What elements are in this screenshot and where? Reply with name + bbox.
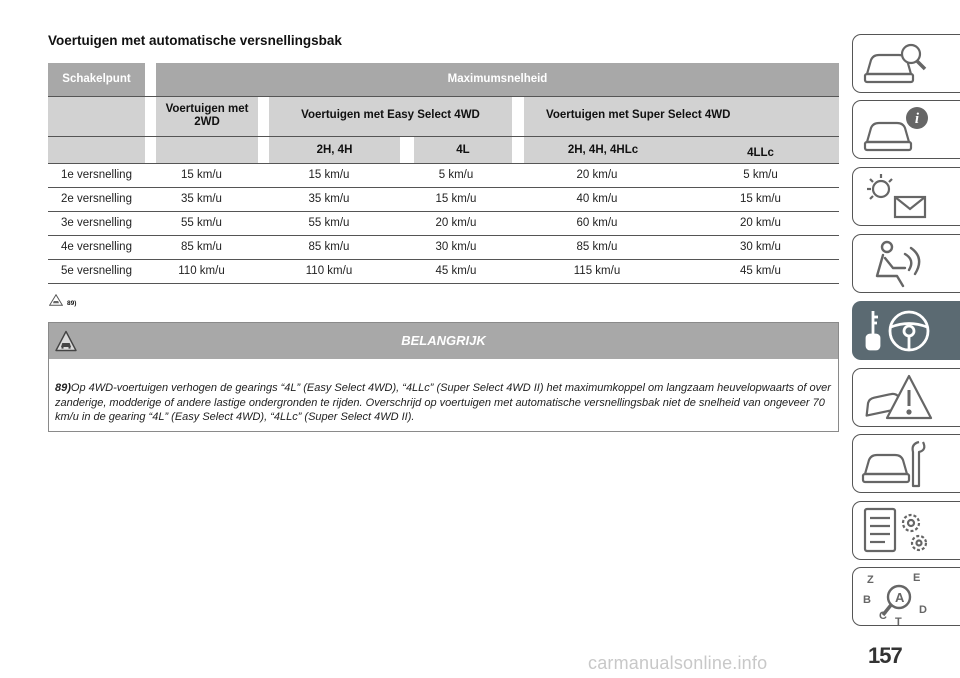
speed-cell: 55 km/u: [258, 211, 400, 235]
page-number: 157: [868, 643, 902, 668]
table-row: [48, 259, 839, 283]
svg-text:D: D: [919, 604, 927, 616]
speed-cell: 15 km/u: [400, 187, 512, 211]
speed-cell: 115 km/u: [512, 259, 682, 283]
nav-tab-key-steering[interactable]: [852, 301, 960, 360]
notice-text: Op 4WD-voertuigen verhogen de gearings “4L” (Easy Select 4WD), “4LLc” (Super Select 4WD II) het maximumkoppel om langzaam heuvelopwaarts of over zanderige, modderige of andere lastige ondergronden te rijden. Overschrijd op voertuigen met automatische versnellingsbak niet de snelheid van ongeveer 70 km/u in de gearing “4L” (Easy Select 4WD), “4LLc” (Super Select 4WD II).: [55, 382, 831, 423]
nav-tab-seat-airbag[interactable]: [852, 234, 960, 293]
watermark: carmanualsonline.info: [588, 653, 768, 673]
car-search-icon: [861, 38, 933, 90]
svg-text:C: C: [879, 610, 887, 622]
header-shift-point: Schakelpunt: [48, 63, 145, 96]
nav-tab-car-info[interactable]: [852, 100, 960, 159]
nav-tab-car-service[interactable]: [852, 434, 960, 493]
notice-header: [49, 323, 838, 359]
nav-tab-car-hazard[interactable]: [852, 368, 960, 427]
speed-cell: 15 km/u: [145, 163, 258, 187]
car-warning-icon: [49, 294, 63, 306]
table-row: [48, 211, 839, 235]
speed-cell: 45 km/u: [682, 259, 839, 283]
svg-text:B: B: [863, 594, 871, 606]
gear-cell: 5e versnelling: [48, 259, 145, 283]
warning-lights-icon: [861, 171, 933, 223]
seat-airbag-icon: [861, 238, 933, 290]
header-easy-select: Voertuigen met Easy Select 4WD: [269, 96, 512, 136]
car-info-icon: [861, 104, 933, 156]
table-row: [48, 235, 839, 259]
speed-cell: 30 km/u: [682, 235, 839, 259]
table-row: [48, 163, 839, 187]
speed-cell: 40 km/u: [512, 187, 682, 211]
header-super-2h4h4hlc: 2H, 4H, 4HLc: [524, 136, 682, 163]
speed-table: [48, 63, 839, 284]
important-notice: [48, 322, 839, 432]
table-row: [48, 187, 839, 211]
speed-cell: 20 km/u: [512, 163, 682, 187]
nav-tab-car-search[interactable]: [852, 34, 960, 93]
footnote-number: 89): [67, 299, 77, 307]
speed-cell: 35 km/u: [258, 187, 400, 211]
speed-cell: 20 km/u: [400, 211, 512, 235]
speed-cell: 60 km/u: [512, 211, 682, 235]
footnote-reference: [49, 293, 76, 307]
svg-text:i: i: [914, 111, 920, 127]
page-title: Voertuigen met automatische versnellingsbak: [48, 33, 342, 48]
speed-cell: 20 km/u: [682, 211, 839, 235]
nav-tab-warning-lights[interactable]: [852, 167, 960, 226]
header-super-select: Voertuigen met Super Select 4WD: [524, 96, 839, 136]
svg-text:T: T: [895, 616, 902, 625]
gear-cell: 3e versnelling: [48, 211, 145, 235]
svg-text:E: E: [913, 572, 921, 584]
table-subheader-row: [48, 96, 839, 136]
gear-cell: 2e versnelling: [48, 187, 145, 211]
header-super-4llc: 4LLc: [682, 136, 839, 163]
header-max-speed: Maximumsnelheid: [156, 63, 839, 96]
notice-ref: 89): [55, 382, 71, 394]
table-header-row: [48, 63, 839, 96]
car-wrench-icon: [861, 438, 933, 490]
car-warning-icon: [55, 330, 77, 352]
gear-cell: 4e versnelling: [48, 235, 145, 259]
speed-cell: 85 km/u: [145, 235, 258, 259]
settings-list-icon: [861, 505, 933, 557]
speed-cell: 30 km/u: [400, 235, 512, 259]
nav-tab-alphabetical-index[interactable]: [852, 567, 960, 626]
header-easy-2h4h: 2H, 4H: [269, 136, 400, 163]
speed-cell: 15 km/u: [258, 163, 400, 187]
speed-cell: 85 km/u: [258, 235, 400, 259]
alphabet-index-icon: [861, 571, 933, 625]
svg-text:Z: Z: [867, 574, 874, 586]
table-gear-header-row: [48, 136, 839, 163]
speed-cell: 85 km/u: [512, 235, 682, 259]
svg-text:A: A: [895, 590, 905, 605]
nav-tab-settings-list[interactable]: [852, 501, 960, 560]
header-easy-4l: 4L: [414, 136, 512, 163]
speed-cell: 35 km/u: [145, 187, 258, 211]
speed-cell: 55 km/u: [145, 211, 258, 235]
speed-cell: 110 km/u: [258, 259, 400, 283]
speed-cell: 110 km/u: [145, 259, 258, 283]
notice-title: BELANGRIJK: [401, 333, 486, 348]
speed-cell: 5 km/u: [682, 163, 839, 187]
speed-cell: 45 km/u: [400, 259, 512, 283]
gear-cell: 1e versnelling: [48, 163, 145, 187]
header-2wd: Voertuigen met 2WD: [156, 96, 258, 136]
notice-body: [49, 359, 838, 425]
speed-cell: 15 km/u: [682, 187, 839, 211]
key-steering-wheel-icon: [861, 305, 937, 359]
speed-cell: 5 km/u: [400, 163, 512, 187]
car-hazard-triangle-icon: [861, 372, 933, 424]
